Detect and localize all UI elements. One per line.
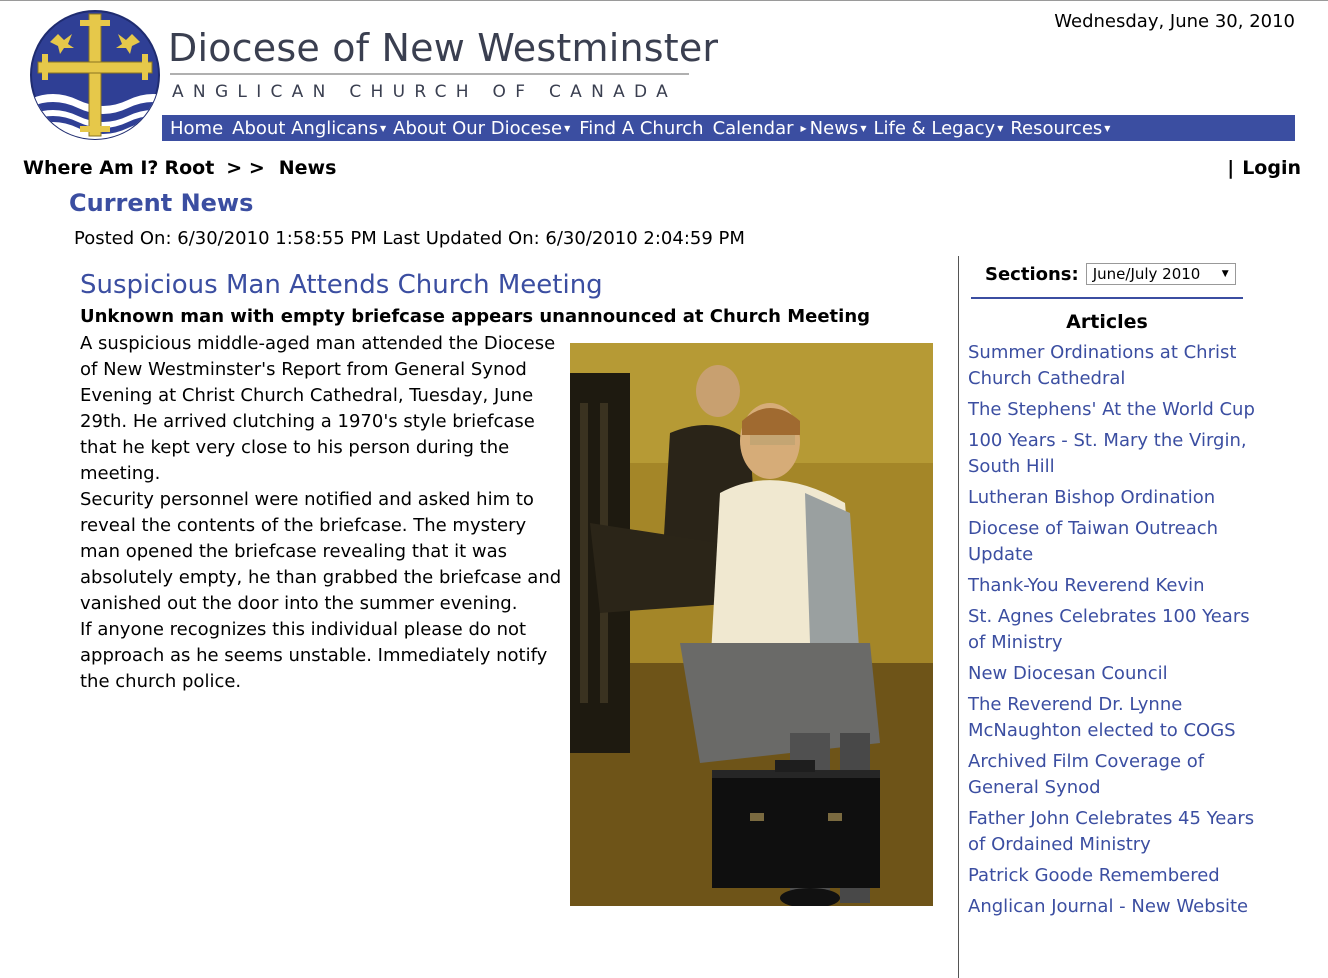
nav-home-label: Home (170, 117, 224, 139)
article-link[interactable]: Diocese of Taiwan Outreach Update (968, 518, 1219, 565)
dropdown-caret-icon: ▼ (860, 123, 867, 133)
sidebar-divider (958, 256, 959, 978)
article-link[interactable]: 100 Years - St. Mary the Virgin, South Hill (968, 430, 1247, 477)
breadcrumb-prefix: Where Am I? (23, 157, 159, 179)
article-link[interactable]: Father John Celebrates 45 Years of Ordained Ministry (968, 808, 1255, 855)
article-subtitle: Unknown man with empty briefcase appears unannounced at Church Meeting (80, 306, 871, 327)
current-date: Wednesday, June 30, 2010 (1054, 11, 1295, 32)
articles-list (968, 340, 1268, 925)
article-link[interactable]: Archived Film Coverage of General Synod (968, 751, 1205, 798)
articles-heading: Articles (1066, 311, 1148, 333)
breadcrumb-root[interactable]: Root (164, 157, 215, 179)
article-paragraph: Security personnel were notified and asked him to reveal the contents of the briefcase. The mystery man opened the briefcase revealing that it was absolutely empty, he than grabbed the briefcase and vanished out the door into the summer evening. (80, 489, 562, 614)
main-nav (162, 115, 1295, 141)
chevron-down-icon: ▼ (1221, 269, 1229, 279)
breadcrumb-current[interactable]: News (278, 157, 337, 179)
posted-info: Posted On: 6/30/2010 1:58:55 PM Last Updated On: 6/30/2010 2:04:59 PM (74, 228, 745, 249)
arrow-right-icon: ▶ (800, 123, 807, 133)
dropdown-caret-icon: ▼ (997, 123, 1004, 133)
nav-about-our-diocese-label: About Our Diocese (393, 117, 563, 139)
login-area (1227, 157, 1301, 179)
nav-about-anglicans[interactable] (232, 118, 386, 139)
login-separator: | (1227, 157, 1235, 179)
nav-news[interactable] (801, 118, 867, 139)
sidebar-rule (971, 297, 1243, 299)
dropdown-caret-icon: ▼ (564, 123, 571, 133)
login-link[interactable]: Login (1242, 157, 1301, 179)
article-link[interactable]: Thank-You Reverend Kevin (968, 575, 1205, 596)
nav-resources[interactable] (1010, 118, 1110, 139)
nav-news-label: News (809, 117, 859, 139)
article-paragraph: If anyone recognizes this individual please do not approach as he seems unstable. Immediately notify the church police. (80, 619, 548, 692)
breadcrumb (23, 157, 342, 179)
diocese-logo[interactable] (28, 8, 162, 142)
article-body (80, 331, 562, 695)
article-photo (570, 343, 933, 906)
nav-find-a-church[interactable] (579, 118, 703, 139)
nav-find-a-church-label: Find A Church (579, 117, 704, 139)
nav-life-legacy[interactable] (873, 118, 1003, 139)
nav-life-legacy-label: Life & Legacy (873, 117, 996, 139)
top-border (0, 0, 1328, 1)
sections-filter (985, 263, 1236, 285)
article-link[interactable]: Anglican Journal - New Website (968, 896, 1249, 917)
sections-label: Sections: (985, 263, 1079, 285)
article-paragraph: A suspicious middle-aged man attended the Diocese of New Westminster's Report from General Synod Evening at Christ Church Cathedral, Tuesday, June 29th. He arrived clutching a 1970's style briefcase that he kept very close to his person during the meeting. (80, 333, 556, 484)
article-link[interactable]: Patrick Goode Remembered (968, 865, 1220, 886)
breadcrumb-separator: > > (226, 157, 265, 179)
article-link[interactable]: St. Agnes Celebrates 100 Years of Ministry (968, 606, 1250, 653)
dropdown-caret-icon: ▼ (379, 123, 387, 133)
sections-select-value: June/July 2010 (1092, 265, 1201, 283)
nav-about-our-diocese[interactable] (393, 118, 570, 139)
article-link[interactable]: The Reverend Dr. Lynne McNaughton elected to COGS (968, 694, 1236, 741)
nav-calendar[interactable] (713, 118, 794, 139)
article-link[interactable]: New Diocesan Council (968, 663, 1168, 684)
title-divider (170, 73, 689, 75)
article-link[interactable]: Lutheran Bishop Ordination (968, 487, 1216, 508)
site-title: Diocese of New Westminster (168, 26, 719, 70)
article-link[interactable]: Summer Ordinations at Christ Church Cathedral (968, 342, 1237, 389)
sections-select[interactable] (1086, 263, 1236, 285)
nav-calendar-label: Calendar (712, 117, 794, 139)
article-title: Suspicious Man Attends Church Meeting (80, 270, 603, 300)
article-link[interactable]: The Stephens' At the World Cup (968, 399, 1255, 420)
site-subtitle: ANGLICAN CHURCH OF CANADA (172, 82, 678, 102)
dropdown-caret-icon: ▼ (1104, 123, 1111, 133)
nav-resources-label: Resources (1010, 117, 1103, 139)
nav-home[interactable] (170, 118, 223, 139)
nav-about-anglicans-label: About Anglicans (232, 117, 378, 139)
page-title: Current News (69, 189, 254, 217)
